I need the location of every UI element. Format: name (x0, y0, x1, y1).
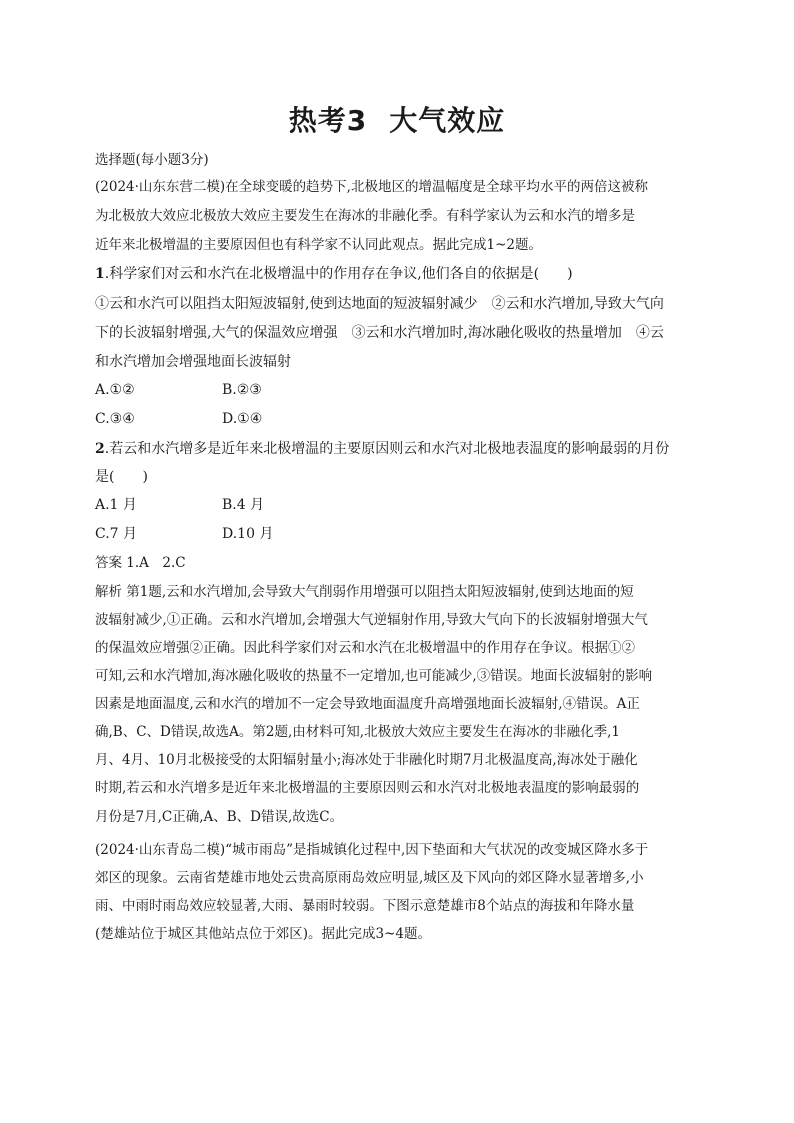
passage2-line: (2024·山东青岛二模)“城市雨岛”是指城镇化过程中,因下垫面和大气状况的改变城区降水多于 (95, 842, 649, 858)
passage2-line: 雨、中雨时雨岛效应较显著,大雨、暴雨时较弱。下图示意楚雄市8个站点的海拔和年降水量 (95, 898, 635, 914)
question-1-statement: 和水汽增加会增强地面长波辐射 (95, 354, 291, 370)
section-heading: 选择题(每小题3分) (95, 152, 209, 168)
answer-line: 答案 1.A 2.C (95, 555, 186, 571)
analysis-line: 月份是7月,C正确,A、B、D错误,故选C。 (95, 809, 344, 825)
page-title (0, 101, 794, 141)
question-2-stem: 2.若云和水汽增多是近年来北极增温的主要原因则云和水汽对北极地表温度的影响最弱的月份 (95, 441, 670, 457)
q1-option-b: B.②③ (222, 382, 262, 398)
analysis-line: 月、4月、10月北极接受的太阳辐射量小;海冰处于非融化时期7月北极温度高,海冰处于融化 (95, 752, 638, 768)
question-1-statement: 下的长波辐射增强,大气的保温效应增强 ③云和水汽增加时,海冰融化吸收的热量增加 ④云 (95, 325, 664, 341)
passage1-line: 为北极放大效应北极放大效应主要发生在海冰的非融化季。有科学家认为云和水汽的增多是 (95, 208, 635, 224)
q2-option-c: C.7 月 (95, 526, 138, 542)
q2-option-d: D.10 月 (222, 526, 274, 542)
passage2-line: 郊区的现象。云南省楚雄市地处云贵高原雨岛效应明显,城区及下风向的郊区降水显著增多,小 (95, 870, 644, 886)
passage1-line: (2024·山东东营二模)在全球变暖的趋势下,北极地区的增温幅度是全球平均水平的两倍这被称 (95, 179, 648, 195)
title-prefix: 热考3 (288, 104, 368, 137)
passage2-line: (楚雄站位于城区其他站点位于郊区)。据此完成3~4题。 (95, 926, 432, 942)
analysis-line: 可知,云和水汽增加,海冰融化吸收的热量不一定增加,也可能减少,③错误。地面长波辐射的影响 (95, 668, 653, 684)
q2-option-a: A.1 月 (95, 497, 137, 513)
passage1-line: 近年来北极增温的主要原因但也有科学家不认同此观点。据此完成1~2题。 (95, 237, 542, 253)
analysis-line: 波辐射减少,①正确。云和水汽增加,会增强大气逆辐射作用,导致大气向下的长波辐射增强大气 (95, 612, 648, 628)
analysis-line: 因素是地面温度,云和水汽的增加不一定会导致地面温度升高增强地面长波辐射,④错误。A正 (95, 696, 640, 712)
q1-option-d: D.①④ (222, 411, 263, 427)
question-2-stem-cont: 是( ) (95, 469, 148, 485)
analysis-line: 确,B、C、D错误,故选A。第2题,由材料可知,北极放大效应主要发生在海冰的非融化季,1 (95, 724, 620, 740)
analysis-line: 的保温效应增强②正确。因此科学家们对云和水汽在北极增温中的作用存在争议。根据①② (95, 640, 635, 656)
q2-option-b: B.4 月 (222, 497, 265, 513)
analysis-line: 解析 第1题,云和水汽增加,会导致大气削弱作用增强可以阻挡太阳短波辐射,使到达地面的短 (95, 584, 634, 600)
question-2-number: 2 (95, 441, 105, 457)
question-1-statement: ①云和水汽可以阻挡太阳短波辐射,使到达地面的短波辐射减少 ②云和水汽增加,导致大气向 (95, 296, 664, 312)
q1-option-a: A.①② (95, 382, 135, 398)
analysis-line: 时期,若云和水汽增多是近年来北极增温的主要原因则云和水汽对北极地表温度的影响最弱的 (95, 780, 640, 796)
question-1-number: 1 (95, 266, 105, 282)
q1-option-c: C.③④ (95, 411, 135, 427)
title-main: 大气效应 (389, 104, 506, 137)
question-1-stem: 1.科学家们对云和水汽在北极增温中的作用存在争议,他们各自的依据是( ) (95, 266, 573, 282)
